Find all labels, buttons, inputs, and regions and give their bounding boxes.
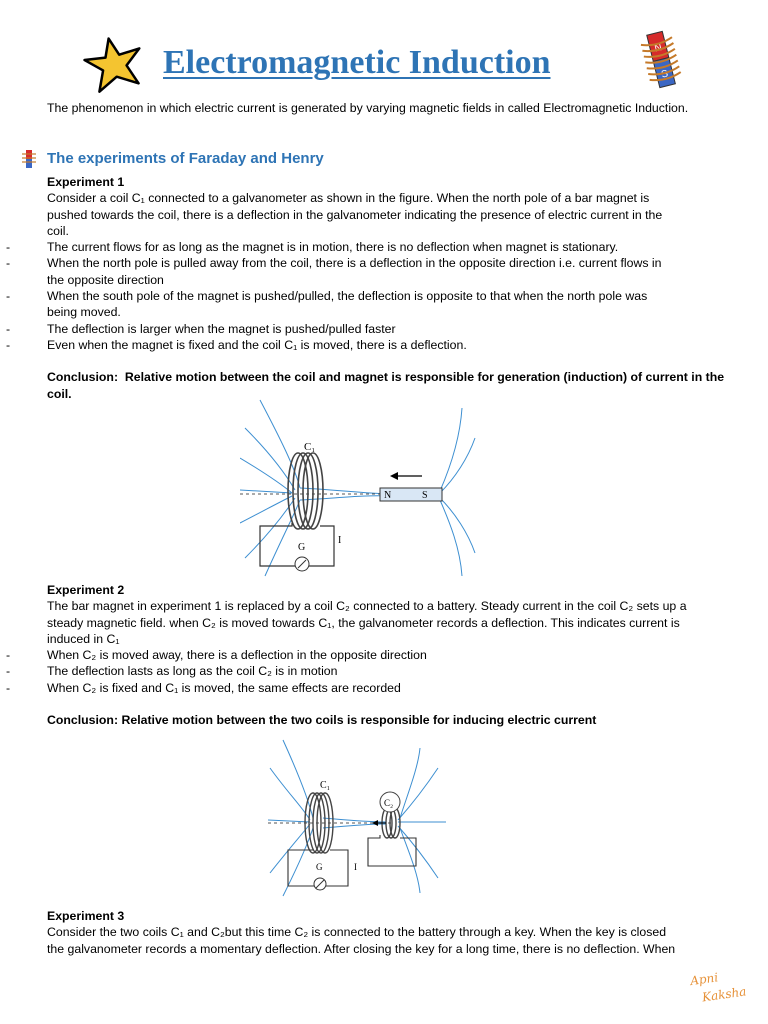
list-item: - The deflection is larger when the magnet is pushed/pulled faster: [47, 321, 731, 337]
magnet-south-label: S: [660, 68, 670, 81]
list-item: - Even when the magnet is fixed and the coil C₁ is moved, there is a deflection.: [47, 337, 731, 353]
experiment-2-line: induced in C₁: [47, 631, 120, 646]
fig1-north-label: N: [384, 490, 392, 501]
experiment-1-heading: Experiment 1: [47, 175, 125, 189]
fig2-galvanometer-label: G: [316, 862, 323, 872]
star-icon: [80, 34, 148, 94]
magnet-bullet-icon: [20, 149, 38, 169]
experiment-3-line: the galvanometer records a momentary deflection. After closing the key for a long time, there is no deflection. When: [47, 941, 676, 956]
fig2-coil2-label: C₂: [384, 798, 394, 808]
experiment-2-conclusion: Conclusion: Relative motion between the two coils is responsible for inducing electric current: [47, 713, 597, 728]
fig2-current-label: I: [354, 862, 357, 872]
fig1-galvanometer-label: G: [298, 542, 306, 553]
figure-coil-magnet: [240, 398, 480, 578]
intro-paragraph: The phenomenon in which electric current is generated by varying magnetic fields in called Electromagnetic Induction.: [47, 101, 689, 115]
experiment-3-heading: Experiment 3: [47, 909, 125, 923]
section-heading: The experiments of Faraday and Henry: [47, 150, 324, 167]
magnet-coil-icon: [633, 28, 693, 90]
fig1-current-label: I: [338, 535, 342, 546]
experiment-1-bullets: [47, 239, 731, 353]
list-item: - When C₂ is moved away, there is a deflection in the opposite direction: [47, 647, 731, 663]
page-title: Electromagnetic Induction: [163, 44, 551, 81]
signature-logo: Apni Kaksha: [689, 970, 748, 1005]
list-item: - When the south pole of the magnet is pushed/pulled, the deflection is opposite to that when the north pole was being moved.: [47, 288, 731, 321]
experiment-2-line: The bar magnet in experiment 1 is replaced by a coil C₂ connected to a battery. Steady current in the coil C₂ sets up a: [47, 599, 687, 614]
experiment-2-heading: Experiment 2: [47, 583, 125, 597]
list-item: - The deflection lasts as long as the coil C₂ is in motion: [47, 663, 731, 679]
list-item: - When C₂ is fixed and C₁ is moved, the same effects are recorded: [47, 680, 731, 696]
fig2-coil1-label: C₁: [320, 780, 331, 791]
fig1-south-label: S: [422, 490, 428, 501]
figure-two-coils: [268, 738, 448, 898]
experiment-1-line: pushed towards the coil, there is a deflection in the galvanometer indicating the presence of electric current in the: [47, 207, 663, 222]
experiment-2-line: steady magnetic field. when C₂ is moved towards C₁, the galvanometer records a deflection. This indicates current is: [47, 615, 680, 630]
experiment-1-conclusion: Conclusion: Relative motion between the coil and magnet is responsible for generation (induction) of current in the coil.: [47, 370, 725, 401]
experiment-3: [47, 908, 731, 957]
list-item: - When the north pole is pulled away from the coil, there is a deflection in the opposite direction i.e. current flows in the opposite direction: [47, 255, 731, 288]
experiment-1-line: coil.: [47, 223, 69, 238]
list-item: - The current flows for as long as the magnet is in motion, there is no deflection when magnet is stationary.: [47, 239, 731, 255]
fig1-coil-label: C₁: [304, 441, 316, 453]
experiment-2-bullets: [47, 647, 731, 696]
experiment-1: [47, 174, 731, 402]
magnet-north-label: N: [653, 42, 664, 55]
experiment-3-line: Consider the two coils C₁ and C₂but this time C₂ is connected to the battery through a key. When the key is closed: [47, 925, 667, 940]
experiment-2: [47, 582, 731, 728]
experiment-1-line: Consider a coil C₁ connected to a galvanometer as shown in the figure. When the north pole of a bar magnet is: [47, 191, 650, 206]
